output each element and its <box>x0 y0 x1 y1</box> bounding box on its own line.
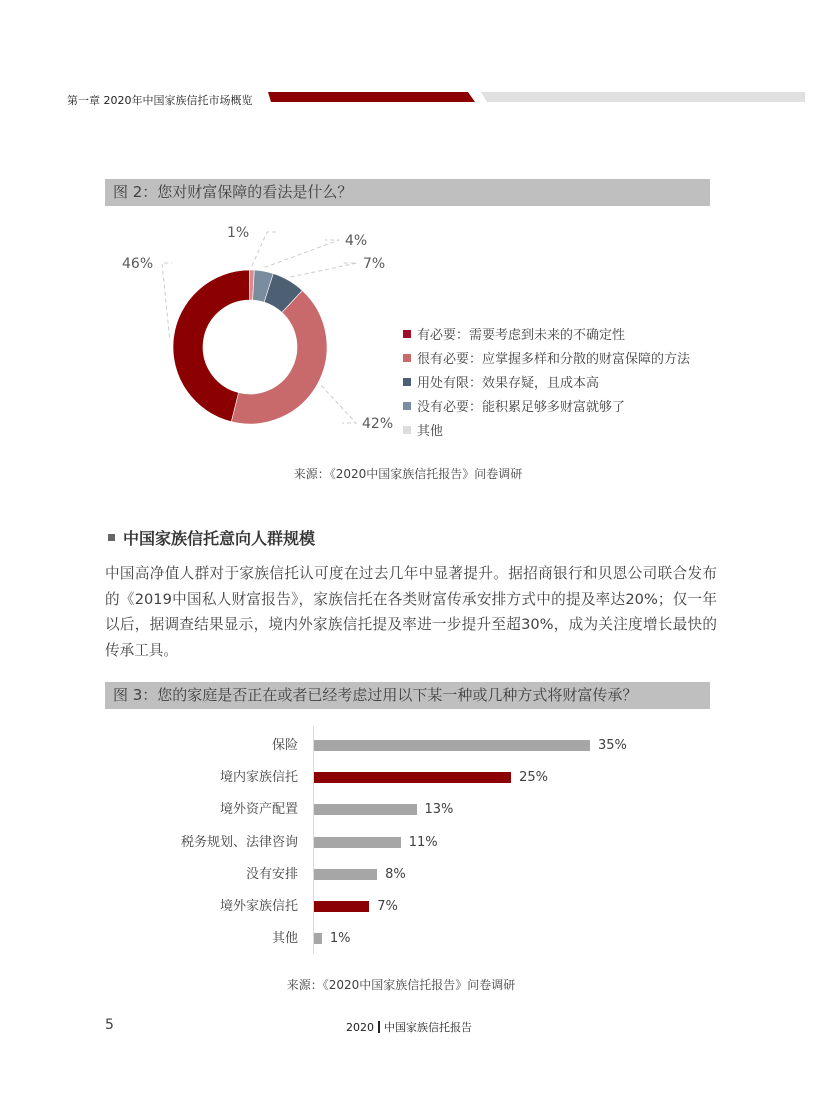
leader-line <box>162 263 172 337</box>
bullet-square-icon <box>108 534 115 541</box>
legend-swatch <box>403 378 411 386</box>
bar-category-label: 境内家族信托 <box>219 770 298 786</box>
leader-line <box>252 232 277 266</box>
bar-category-label: 境外家族信托 <box>219 899 298 914</box>
slice-label: 1% <box>227 225 250 241</box>
bar <box>314 772 511 783</box>
legend-item <box>403 324 625 343</box>
bar <box>314 933 322 944</box>
bar-value-label: 13% <box>424 802 454 818</box>
legend-swatch <box>403 402 411 410</box>
bar-value-label: 1% <box>329 931 351 947</box>
leader-line <box>321 386 356 423</box>
header-red-band <box>268 92 475 102</box>
bar <box>314 804 417 815</box>
legend-label: 很有必要：应掌握多样和分散的财富保障的方法 <box>417 352 691 367</box>
chapter-header: 第一章 2020年中国家族信托市场概览 <box>67 94 253 107</box>
footer-divider <box>378 1021 380 1033</box>
slice-label: 4% <box>345 233 368 249</box>
figure2-title: 图 2：您对财富保障的看法是什么？ <box>105 179 710 206</box>
footer-year: 2020 <box>346 1020 374 1034</box>
slice-label: 46% <box>122 256 154 272</box>
section-heading <box>108 526 315 549</box>
footer-report-title: 中国家族信托报告 <box>384 1021 472 1034</box>
bar-value-label: 35% <box>598 738 627 753</box>
bar <box>314 901 369 912</box>
legend-label: 有必要：需要考虑到未来的不确定性 <box>417 328 626 343</box>
legend-item <box>403 420 443 439</box>
legend-label: 用处有限：效果存疑，且成本高 <box>417 376 600 391</box>
legend-item <box>403 372 599 391</box>
leader-line <box>265 240 339 267</box>
bar-category-label: 税务规划、法律咨询 <box>180 834 298 850</box>
bar-category-label: 保险 <box>271 738 298 753</box>
legend-item <box>403 396 625 415</box>
legend-item <box>403 348 690 367</box>
section-heading-text: 中国家族信托意向人群规模 <box>123 529 316 548</box>
donut-chart <box>100 220 400 450</box>
bar-category-label: 没有安排 <box>245 866 298 882</box>
figure3-source: 来源：《2020中国家族信托报告》问卷调研 <box>286 978 516 992</box>
bar <box>314 869 377 880</box>
bar <box>314 837 401 848</box>
slice-label: 42% <box>362 416 394 432</box>
bar-value-label: 8% <box>385 866 406 882</box>
leader-line <box>291 263 357 277</box>
legend-label: 没有必要：能积累足够多财富就够了 <box>417 400 626 415</box>
legend-swatch <box>403 330 411 338</box>
footer-title <box>346 1019 472 1035</box>
legend-label: 其他 <box>417 424 444 439</box>
bar <box>314 740 590 751</box>
figure2-source: 来源：《2020中国家族信托报告》问卷调研 <box>293 467 523 481</box>
legend-swatch <box>403 426 411 434</box>
bar-category-label: 境外资产配置 <box>219 802 298 818</box>
bar-category-label: 其他 <box>271 931 298 947</box>
body-paragraph: 中国高净值人群对于家族信托认可度在过去几年中显著提升。据招商银行和贝恩公司联合发布的《2019中国私人财富报告》，家族信托在各类财富传承安排方式中的提及率达20%；仅一年以后，据调查结果显示，境内外家族信托提及率进一步提升至超30%，成为关注度增长最快的传承工具。 <box>105 565 717 659</box>
bar-value-label: 7% <box>377 899 398 914</box>
header-gray-band <box>481 92 805 102</box>
legend-swatch <box>403 354 411 362</box>
bar-value-label: 11% <box>408 834 438 850</box>
bar-value-label: 25% <box>519 770 549 786</box>
slice-label: 7% <box>363 256 386 272</box>
header-decoration <box>268 92 808 103</box>
figure3-title: 图 3：您的家庭是否正在或者已经考虑过用以下某一种或几种方式将财富传承？ <box>105 682 710 709</box>
page-number: 5 <box>105 1017 114 1033</box>
